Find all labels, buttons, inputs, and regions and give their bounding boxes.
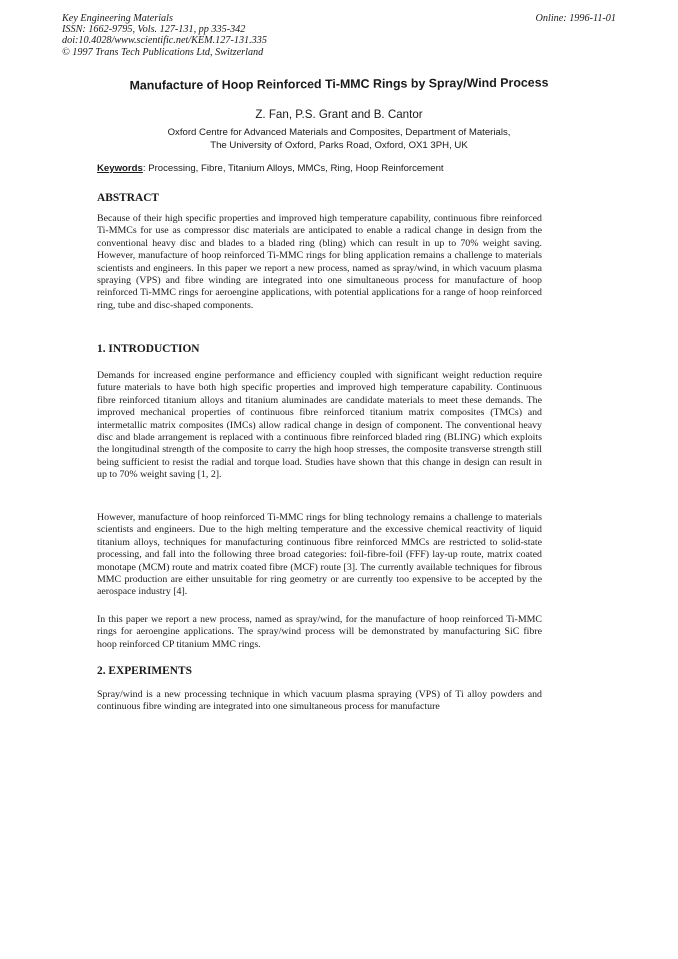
keywords-line (97, 163, 588, 174)
experiments-paragraph-1: Spray/wind is a new processing technique in which vacuum plasma spraying (VPS) of Ti alloy powders and continuous fibre winding are integrated into one simultaneous process for manufacture (97, 689, 542, 713)
affiliation (0, 127, 678, 152)
experiments-heading: 2. EXPERIMENTS (97, 665, 192, 677)
introduction-heading: 1. INTRODUCTION (97, 343, 200, 355)
paper-title: Manufacture of Hoop Reinforced Ti-MMC Rings by Spray/Wind Process (129, 75, 549, 93)
citation-header (62, 13, 267, 58)
journal-name: Key Engineering Materials (62, 13, 173, 24)
copyright-line: © 1997 Trans Tech Publications Ltd, Switzerland (62, 46, 264, 58)
author-list: Z. Fan, P.S. Grant and B. Cantor (255, 108, 423, 121)
introduction-paragraph-3: In this paper we report a new process, named as spray/wind, for the manufacture of hoop reinforced Ti-MMC rings for aeroengine applications. The spray/wind process will be demonstrated by manufacturing SiC fibre hoop reinforced CP titanium MMC rings. (97, 614, 542, 650)
doi-line: doi:10.4028/www.scientific.net/KEM.127-131.335 (62, 35, 267, 47)
introduction-paragraph-1: Demands for increased engine performance and efficiency coupled with significant weight reduction require future materials to have both high specific properties and improved high temperature capability. Continuous fibre reinforced titanium alloys and titanium aluminades are candidate materials to meet these demands. The improved mechanical properties of continuous fibre reinforced titanium matrix composites (TMCs) and intermetallic matrix composites (IMCs) allow radical change in design of component. The conventional heavy disc and blade arrangement is replaced with a continuous fibre reinforced bladed ring (BLING) which exploits the longitudinal strength of the composite to carry the high hoop stresses, the composite transverse strength still being sufficient to resist the radial and torque load. Studies have shown that this change in design can result in up to 70% weight saving [1, 2]. (97, 370, 542, 481)
issn-line: ISSN: 1662-9795, Vols. 127-131, pp 335-342 (62, 24, 246, 36)
keywords-separator: : (142, 163, 149, 174)
abstract-paragraph: Because of their high specific properties and improved high temperature capability, continuous fibre reinforced Ti-MMCs for use as compressor disc materials are anticipated to enable a radical change in design from the conventional heavy disc and blades to a bladed ring (bling) which can result in up to 70% weight saving. However, manufacture of hoop reinforced Ti-MMC rings for bling application remains a challenge to materials scientists and engineers. In this paper we report a new process, named as spray/wind, in which vacuum plasma spraying (VPS) and fibre winding are integrated into one simultaneous process for manufacture of hoop reinforced Ti-MMC rings for aeroengine applications, with potential applications for a range of hoop reinforced ring, tube and disc-shaped components. (97, 213, 542, 311)
introduction-paragraph-2: However, manufacture of hoop reinforced Ti-MMC rings for bling technology remains a challenge to materials scientists and engineers. Due to the high melting temperature and the excessive chemical reactivity of liquid titanium alloys, techniques for manufacturing continuous fibre reinforced MMCs are restricted to solid-state processing, and fall into the following three broad categories: foil-fibre-foil (FFF) lay-up route, matrix coated monotape (MCM) route and matrix coated fibre (MCF) route [3]. The currently available techniques for fibrous MMC production are either unsuitable for ring geometry or are currently too expensive to be accepted by the aerospace industry [4]. (97, 512, 542, 598)
abstract-heading: ABSTRACT (97, 192, 160, 204)
keywords-label: Keywords (97, 163, 143, 174)
affiliation-line-1: Oxford Centre for Advanced Materials and Composites, Department of Materials, (167, 127, 511, 138)
affiliation-line-2: The University of Oxford, Parks Road, Oxford, OX1 3PH, UK (210, 139, 468, 151)
online-date: Online: 1996-11-01 (535, 13, 616, 24)
keywords-text: Processing, Fibre, Titanium Alloys, MMCs, Ring, Hoop Reinforcement (148, 163, 444, 174)
